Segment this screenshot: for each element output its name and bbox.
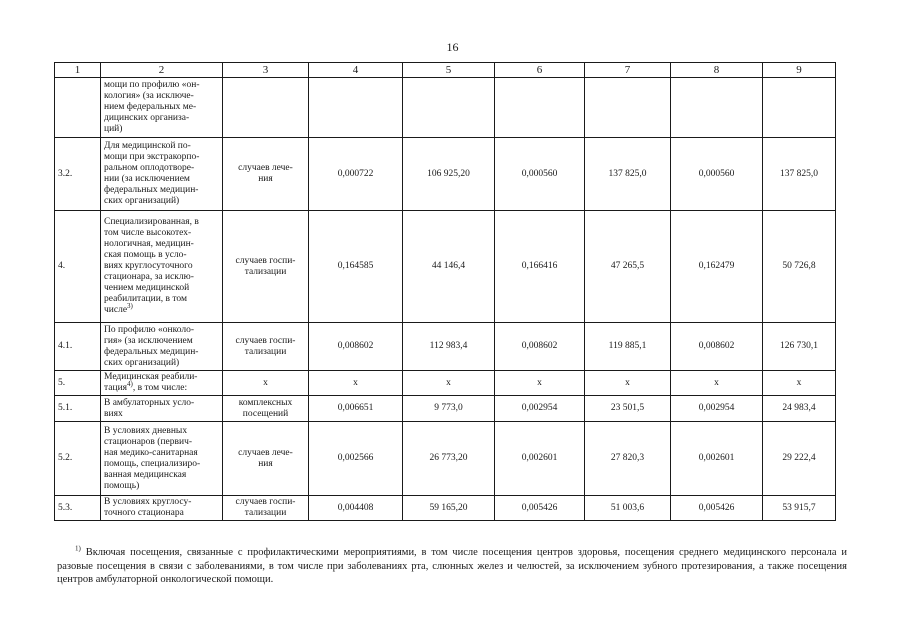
column-header: 9 — [763, 63, 836, 78]
row-value-cell: 27 820,3 — [585, 422, 671, 496]
data-table — [54, 62, 836, 521]
row-value-cell: 0,008602 — [309, 323, 403, 371]
row-name-cell — [101, 78, 223, 138]
column-header: 7 — [585, 63, 671, 78]
row-name-cell — [101, 371, 223, 396]
row-value-cell: 0,002954 — [671, 396, 763, 422]
row-name-cell — [101, 323, 223, 371]
row-value-cell: 137 825,0 — [585, 138, 671, 211]
row-value-cell: 26 773,20 — [403, 422, 495, 496]
row-value-cell: 0,006651 — [309, 396, 403, 422]
row-number-cell — [55, 78, 101, 138]
row-value-cell — [763, 78, 836, 138]
table-row — [55, 138, 836, 211]
column-header: 8 — [671, 63, 763, 78]
row-name-text: В условиях круглосу- точного стационара — [104, 497, 192, 518]
page-number: 16 — [446, 40, 459, 54]
row-number-cell: 3.2. — [55, 138, 101, 211]
row-number-cell: 4. — [55, 211, 101, 323]
row-value-cell: 47 265,5 — [585, 211, 671, 323]
row-value-cell: 0,004408 — [309, 496, 403, 521]
row-value-cell: 24 983,4 — [763, 396, 836, 422]
row-name-text: Специализированная, в том числе высокотех- нологичная, медицин- ская помощь в усло- виях круглосуточного стационара, за исклю- чением медицинской реабилитации, в том числе — [104, 217, 199, 315]
row-value-cell: 0,002566 — [309, 422, 403, 496]
row-value-cell: 0,005426 — [671, 496, 763, 521]
row-value-cell — [309, 78, 403, 138]
row-value-cell: х — [403, 371, 495, 396]
row-value-cell: 53 915,7 — [763, 496, 836, 521]
row-value-cell: 29 222,4 — [763, 422, 836, 496]
row-value-cell: 112 983,4 — [403, 323, 495, 371]
row-value-cell: 119 885,1 — [585, 323, 671, 371]
row-value-cell: х — [671, 371, 763, 396]
row-name-text: В условиях дневных стационаров (первич- ная медико-санитарная помощь, специализиро- ванная медицинская помощь) — [104, 425, 201, 491]
header-row — [55, 63, 836, 78]
row-number-cell: 5. — [55, 371, 101, 396]
table-row — [55, 496, 836, 521]
row-name-text: В амбулаторных усло- виях — [104, 397, 195, 419]
column-header: 2 — [101, 63, 223, 78]
row-name-text: По профилю «онколо- гия» (за исключением федеральных медицин- ских организаций) — [104, 324, 199, 368]
column-header: 1 — [55, 63, 101, 78]
column-header: 3 — [223, 63, 309, 78]
row-value-cell: 126 730,1 — [763, 323, 836, 371]
footnote-marker: 1) — [75, 544, 81, 553]
row-value-cell: 106 925,20 — [403, 138, 495, 211]
row-unit-cell: х — [223, 371, 309, 396]
row-value-cell: 51 003,6 — [585, 496, 671, 521]
row-name-text: Для медицинской по- мощи при экстракорпо- ральном оплодотворе- нии (за исключением федеральных медицин- ских организаций) — [104, 141, 200, 206]
row-value-cell: 0,000560 — [495, 138, 585, 211]
row-unit-cell: случаев госпи- тализации — [223, 211, 309, 323]
row-name-cell — [101, 496, 223, 521]
row-value-cell: х — [309, 371, 403, 396]
column-header: 4 — [309, 63, 403, 78]
row-value-cell: 0,166416 — [495, 211, 585, 323]
row-name-text: Медицинская реабили- тация — [104, 372, 198, 393]
row-value-cell: 0,002601 — [671, 422, 763, 496]
column-header: 6 — [495, 63, 585, 78]
row-value-cell — [585, 78, 671, 138]
row-value-cell: 0,002954 — [495, 396, 585, 422]
row-value-cell: 0,008602 — [495, 323, 585, 371]
row-value-cell: х — [763, 371, 836, 396]
table-row — [55, 211, 836, 323]
table-row — [55, 78, 836, 138]
row-name-cell — [101, 396, 223, 422]
table-row — [55, 323, 836, 371]
column-header: 5 — [403, 63, 495, 78]
table-row — [55, 422, 836, 496]
row-unit-cell: случаев госпи- тализации — [223, 323, 309, 371]
row-value-cell: х — [495, 371, 585, 396]
row-number-cell: 5.3. — [55, 496, 101, 521]
row-value-cell: 0,000722 — [309, 138, 403, 211]
row-unit-cell — [223, 78, 309, 138]
row-name-footnote-ref: 4) — [127, 379, 133, 388]
row-value-cell: 0,008602 — [671, 323, 763, 371]
row-value-cell: 50 726,8 — [763, 211, 836, 323]
row-unit-cell: случаев лече- ния — [223, 138, 309, 211]
row-number-cell: 5.2. — [55, 422, 101, 496]
row-value-cell: 59 165,20 — [403, 496, 495, 521]
row-value-cell — [495, 78, 585, 138]
row-value-cell: 0,002601 — [495, 422, 585, 496]
row-value-cell — [671, 78, 763, 138]
row-value-cell: 0,162479 — [671, 211, 763, 323]
row-value-cell: 9 773,0 — [403, 396, 495, 422]
row-name-cell — [101, 422, 223, 496]
row-name-cell — [101, 211, 223, 323]
row-value-cell: 44 146,4 — [403, 211, 495, 323]
row-value-cell — [403, 78, 495, 138]
row-value-cell: 137 825,0 — [763, 138, 836, 211]
row-name-tail: , в том числе: — [132, 383, 188, 393]
footnote — [57, 546, 847, 587]
table-row — [55, 371, 836, 396]
row-number-cell: 4.1. — [55, 323, 101, 371]
footnote-text: Включая посещения, связанные с профилактическими мероприятиями, в том числе посещения центров здоровья, посещения среднего медицинского персонала и разовые посещения в связи с заболеваниями, в том числе при заболеваниях рта, слюнных желез и челюстей, за исключением зубного протезирования, а также посещения центров амбулаторной онкологической помощи. — [57, 547, 848, 585]
row-value-cell: 0,000560 — [671, 138, 763, 211]
row-number-cell: 5.1. — [55, 396, 101, 422]
row-value-cell: 23 501,5 — [585, 396, 671, 422]
row-value-cell: 0,164585 — [309, 211, 403, 323]
row-name-cell — [101, 138, 223, 211]
row-name-footnote-ref: 3) — [127, 301, 133, 310]
row-value-cell: х — [585, 371, 671, 396]
row-name-text: мощи по профилю «он- кология» (за исключе- нием федеральных ме- дицинских организа- ций) — [104, 80, 200, 134]
row-unit-cell: комплексных посещений — [223, 396, 309, 422]
row-value-cell: 0,005426 — [495, 496, 585, 521]
row-unit-cell: случаев лече- ния — [223, 422, 309, 496]
table-row — [55, 396, 836, 422]
row-unit-cell: случаев госпи- тализации — [223, 496, 309, 521]
